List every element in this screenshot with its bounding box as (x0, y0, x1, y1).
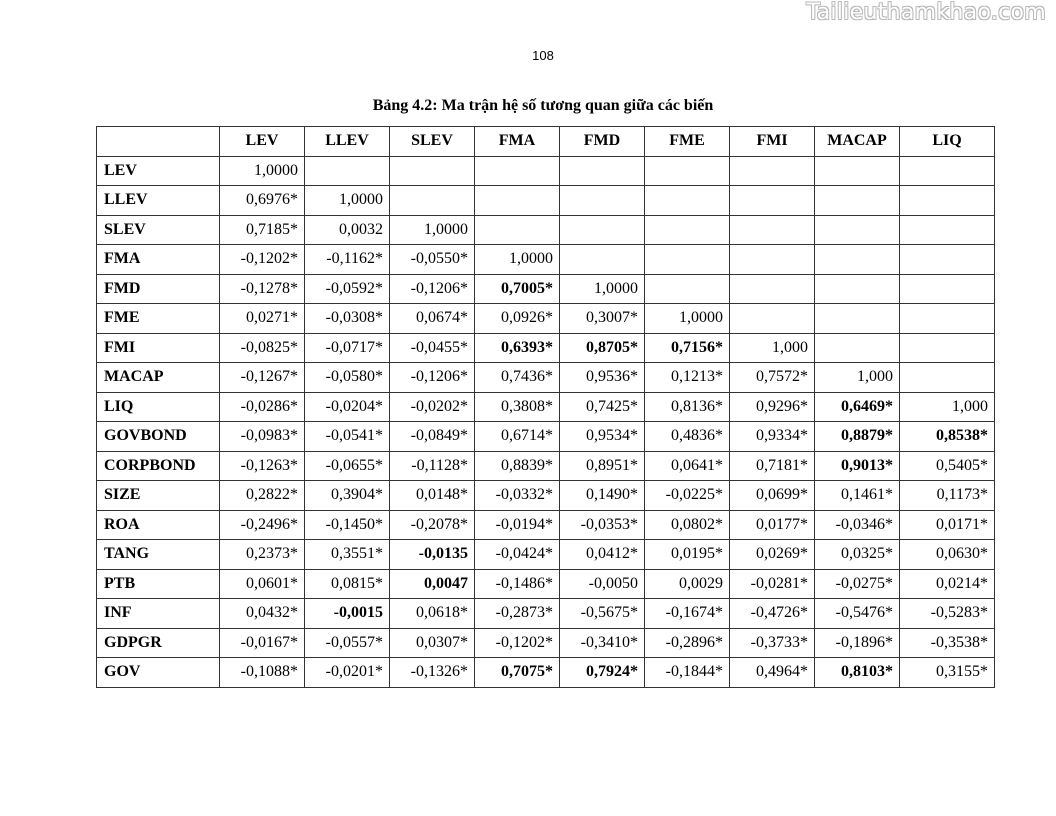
table-row (97, 304, 995, 334)
table-cell: -0,1267* (220, 363, 305, 393)
table-cell: -0,1263* (220, 451, 305, 481)
table-cell: -0,0849* (390, 422, 475, 452)
row-label: INF (97, 599, 220, 629)
table-row (97, 156, 995, 186)
table-cell: 0,8951* (560, 451, 645, 481)
table-cell (645, 156, 730, 186)
table-cell (560, 186, 645, 216)
table-cell: 0,8879* (815, 422, 900, 452)
table-cell: -0,2078* (390, 510, 475, 540)
table-cell: 0,0269* (730, 540, 815, 570)
table-cell (730, 245, 815, 275)
table-cell: 0,1461* (815, 481, 900, 511)
table-cell: 0,1213* (645, 363, 730, 393)
table-cell (815, 215, 900, 245)
table-cell (475, 186, 560, 216)
table-cell: -0,0015 (305, 599, 390, 629)
table-cell (815, 304, 900, 334)
table-cell: -0,0167* (220, 628, 305, 658)
table-cell (730, 215, 815, 245)
table-cell: 1,0000 (305, 186, 390, 216)
table-cell: -0,2896* (645, 628, 730, 658)
table-cell: -0,5476* (815, 599, 900, 629)
row-label: TANG (97, 540, 220, 570)
table-cell (305, 156, 390, 186)
table-cell (900, 363, 995, 393)
table-cell: 0,7075* (475, 658, 560, 688)
table-row (97, 451, 995, 481)
table-cell: -0,1202* (220, 245, 305, 275)
page-number: 108 (532, 48, 554, 63)
table-cell: -0,0204* (305, 392, 390, 422)
table-cell: -0,0983* (220, 422, 305, 452)
table-cell: -0,0201* (305, 658, 390, 688)
table-cell: 0,6976* (220, 186, 305, 216)
row-label: LIQ (97, 392, 220, 422)
table-cell: -0,0346* (815, 510, 900, 540)
table-cell: -0,3538* (900, 628, 995, 658)
table-cell: 0,0029 (645, 569, 730, 599)
table-cell (645, 245, 730, 275)
table-cell: -0,0135 (390, 540, 475, 570)
table-cell: -0,0194* (475, 510, 560, 540)
row-label: SLEV (97, 215, 220, 245)
table-cell: 0,6393* (475, 333, 560, 363)
table-cell: 1,000 (730, 333, 815, 363)
table-cell: 0,8136* (645, 392, 730, 422)
column-header: SLEV (390, 127, 475, 157)
table-cell: -0,0580* (305, 363, 390, 393)
table-cell: 0,9013* (815, 451, 900, 481)
table-cell: 0,0926* (475, 304, 560, 334)
table-cell: 0,8538* (900, 422, 995, 452)
table-cell: -0,0550* (390, 245, 475, 275)
table-body (97, 156, 995, 687)
table-header-row (97, 127, 995, 157)
correlation-matrix-table (96, 126, 995, 688)
table-cell (900, 274, 995, 304)
table-cell: 1,0000 (645, 304, 730, 334)
table-row (97, 422, 995, 452)
table-cell: 0,9334* (730, 422, 815, 452)
table-cell: 0,3551* (305, 540, 390, 570)
table-cell: 0,0032 (305, 215, 390, 245)
table-cell: -0,0286* (220, 392, 305, 422)
table-cell: 0,0618* (390, 599, 475, 629)
table-cell (900, 156, 995, 186)
table-cell: 0,7924* (560, 658, 645, 688)
table-row (97, 245, 995, 275)
table-cell: -0,0225* (645, 481, 730, 511)
row-label: FMD (97, 274, 220, 304)
table-cell: -0,1128* (390, 451, 475, 481)
table-cell: 1,0000 (220, 156, 305, 186)
table-cell: 0,8103* (815, 658, 900, 688)
table-cell: 1,000 (815, 363, 900, 393)
row-label: CORPBOND (97, 451, 220, 481)
column-header: FMD (560, 127, 645, 157)
table-cell: 0,0177* (730, 510, 815, 540)
column-header: LEV (220, 127, 305, 157)
table-cell (560, 215, 645, 245)
table-cell: 0,0325* (815, 540, 900, 570)
table-cell: 0,0171* (900, 510, 995, 540)
table-cell: -0,0655* (305, 451, 390, 481)
table-cell: 0,2822* (220, 481, 305, 511)
table-cell: 0,7425* (560, 392, 645, 422)
table-cell: -0,1162* (305, 245, 390, 275)
table-cell: 0,7005* (475, 274, 560, 304)
row-label: LLEV (97, 186, 220, 216)
table-cell: -0,0455* (390, 333, 475, 363)
table-cell: -0,0825* (220, 333, 305, 363)
table-cell: -0,1202* (475, 628, 560, 658)
table-row (97, 333, 995, 363)
table-cell (645, 215, 730, 245)
table-cell: 0,0307* (390, 628, 475, 658)
table-cell: -0,0202* (390, 392, 475, 422)
table-cell (730, 304, 815, 334)
table-cell (900, 245, 995, 275)
table-cell (390, 186, 475, 216)
table-cell: -0,1326* (390, 658, 475, 688)
table-row (97, 274, 995, 304)
table-cell: -0,0541* (305, 422, 390, 452)
row-label: FMA (97, 245, 220, 275)
table-cell: 1,000 (900, 392, 995, 422)
row-label: ROA (97, 510, 220, 540)
table-cell (730, 274, 815, 304)
table-cell: -0,1278* (220, 274, 305, 304)
column-header: FMA (475, 127, 560, 157)
table-cell: 0,0432* (220, 599, 305, 629)
table-cell: -0,1674* (645, 599, 730, 629)
table-cell: 1,0000 (560, 274, 645, 304)
table-cell: 0,6714* (475, 422, 560, 452)
table-cell (815, 245, 900, 275)
table-row (97, 599, 995, 629)
table-row (97, 569, 995, 599)
table-cell: -0,0592* (305, 274, 390, 304)
table-cell: 0,7181* (730, 451, 815, 481)
column-header: LIQ (900, 127, 995, 157)
table-cell: -0,0557* (305, 628, 390, 658)
table-row (97, 363, 995, 393)
table-cell (815, 274, 900, 304)
row-label: LEV (97, 156, 220, 186)
table-cell (390, 156, 475, 186)
column-header: LLEV (305, 127, 390, 157)
table-cell: 0,9296* (730, 392, 815, 422)
table-cell: 0,7185* (220, 215, 305, 245)
table-cell: 0,0195* (645, 540, 730, 570)
table-cell: 0,4836* (645, 422, 730, 452)
row-label: GDPGR (97, 628, 220, 658)
table-cell (560, 245, 645, 275)
table-cell: -0,0353* (560, 510, 645, 540)
table-cell: 0,7156* (645, 333, 730, 363)
table-cell (560, 156, 645, 186)
row-label: PTB (97, 569, 220, 599)
table-cell: -0,2496* (220, 510, 305, 540)
table-cell: 0,1490* (560, 481, 645, 511)
table-cell: -0,1896* (815, 628, 900, 658)
table-row (97, 186, 995, 216)
table-cell: -0,0424* (475, 540, 560, 570)
table-cell: -0,1486* (475, 569, 560, 599)
column-header: MACAP (815, 127, 900, 157)
table-cell (645, 274, 730, 304)
table-row (97, 540, 995, 570)
table-cell (900, 304, 995, 334)
table-cell: 0,1173* (900, 481, 995, 511)
table-cell: -0,1450* (305, 510, 390, 540)
table-cell (900, 333, 995, 363)
table-cell: 0,0641* (645, 451, 730, 481)
table-cell: 0,0271* (220, 304, 305, 334)
table-cell: 0,5405* (900, 451, 995, 481)
table-cell: -0,0281* (730, 569, 815, 599)
table-row (97, 215, 995, 245)
table-caption: Bảng 4.2: Ma trận hệ số tương quan giữa các biến (372, 97, 714, 114)
table-row (97, 628, 995, 658)
table-cell: 0,9534* (560, 422, 645, 452)
column-header: FMI (730, 127, 815, 157)
table-cell: 0,4964* (730, 658, 815, 688)
table-cell: -0,0050 (560, 569, 645, 599)
table-cell: 0,6469* (815, 392, 900, 422)
header-corner-cell (97, 127, 220, 157)
table-cell: 1,0000 (390, 215, 475, 245)
table-cell: 0,7572* (730, 363, 815, 393)
watermark: Tailieuthamkhao.com (806, 0, 1046, 25)
table-cell: -0,1088* (220, 658, 305, 688)
row-label: MACAP (97, 363, 220, 393)
table-cell: -0,3733* (730, 628, 815, 658)
table-cell: 0,8705* (560, 333, 645, 363)
table-cell (475, 215, 560, 245)
table-row (97, 392, 995, 422)
table-row (97, 510, 995, 540)
column-header: FME (645, 127, 730, 157)
table-cell: -0,2873* (475, 599, 560, 629)
table-cell: -0,0332* (475, 481, 560, 511)
table-cell (730, 156, 815, 186)
row-label: FMI (97, 333, 220, 363)
table-cell: 0,0674* (390, 304, 475, 334)
table-cell: 0,0412* (560, 540, 645, 570)
table-cell: -0,0308* (305, 304, 390, 334)
table-row (97, 481, 995, 511)
table-cell: 0,3808* (475, 392, 560, 422)
table-cell: -0,1206* (390, 363, 475, 393)
table-cell: -0,4726* (730, 599, 815, 629)
table-cell: 0,3904* (305, 481, 390, 511)
table-cell: -0,5675* (560, 599, 645, 629)
table-cell: 0,9536* (560, 363, 645, 393)
table-cell: 0,3155* (900, 658, 995, 688)
table-row (97, 658, 995, 688)
table-cell: 0,0699* (730, 481, 815, 511)
table-cell: 0,2373* (220, 540, 305, 570)
row-label: GOVBOND (97, 422, 220, 452)
table-cell: -0,5283* (900, 599, 995, 629)
table-cell: 0,7436* (475, 363, 560, 393)
table-cell: 0,0802* (645, 510, 730, 540)
table-cell (815, 333, 900, 363)
table-cell (900, 215, 995, 245)
table-cell (815, 186, 900, 216)
table-cell: -0,0717* (305, 333, 390, 363)
row-label: FME (97, 304, 220, 334)
table-cell: -0,1206* (390, 274, 475, 304)
table-cell: 0,0148* (390, 481, 475, 511)
table-cell: 0,0601* (220, 569, 305, 599)
table-cell (645, 186, 730, 216)
table-cell: 1,0000 (475, 245, 560, 275)
row-label: SIZE (97, 481, 220, 511)
table-cell: -0,1844* (645, 658, 730, 688)
row-label: GOV (97, 658, 220, 688)
table-cell (730, 186, 815, 216)
table-cell: 0,0815* (305, 569, 390, 599)
table-cell: 0,0214* (900, 569, 995, 599)
table-cell: 0,8839* (475, 451, 560, 481)
table-cell (900, 186, 995, 216)
table-cell: -0,3410* (560, 628, 645, 658)
table-cell (475, 156, 560, 186)
table-cell: 0,3007* (560, 304, 645, 334)
table-cell (815, 156, 900, 186)
table-cell: 0,0047 (390, 569, 475, 599)
table-cell: -0,0275* (815, 569, 900, 599)
table-cell: 0,0630* (900, 540, 995, 570)
